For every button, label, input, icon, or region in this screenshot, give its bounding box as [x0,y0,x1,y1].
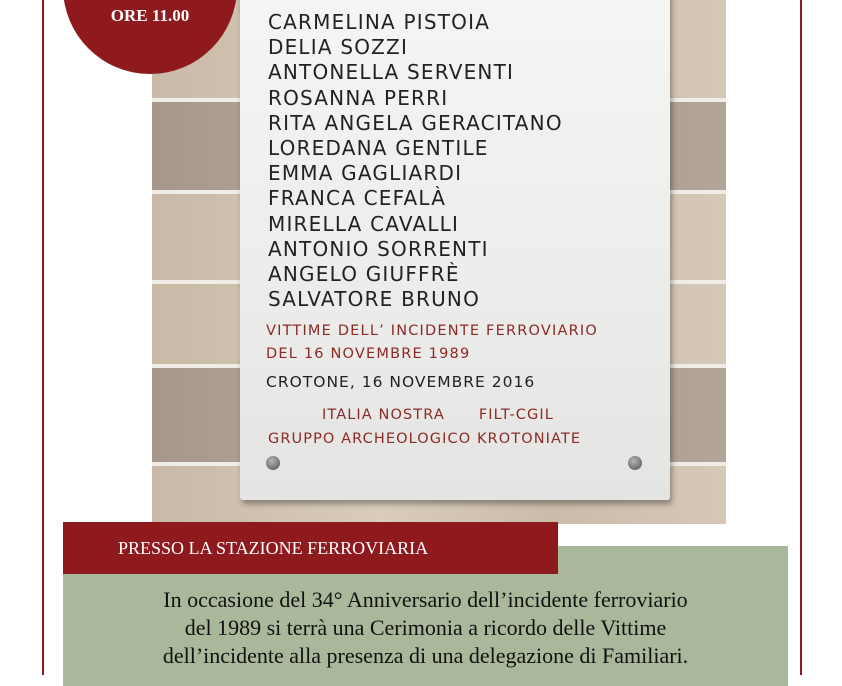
victim-name: ANGELO GIUFFRÈ [268,261,460,286]
description-line: del 1989 si terrà una Cerimonia a ricordo delle Vittime [184,615,667,640]
victim-name: ANTONIO SORRENTI [268,236,489,261]
victims-caption-line2: DEL 16 NOVEMBRE 1989 [266,346,471,362]
sponsor-gruppo-archeologico: GRUPPO ARCHEOLOGICO KROTONIATE [268,431,582,447]
description-line: dell’incidente alla presenza di una delegazione di Familiari. [162,643,689,668]
plaque-screw-right [628,456,642,470]
plaque-sponsors [268,403,648,451]
victim-name: LOREDANA GENTILE [268,135,489,160]
victim-name: SALVATORE BRUNO [268,287,481,312]
victim-name: ROSANNA PERRI [268,85,449,110]
location-banner [63,522,558,574]
description-line: In occasione del 34° Anniversario dell’incidente ferroviario [163,587,688,612]
event-time: ORE 11.00 [110,6,190,25]
victim-name: CARMELINA PISTOIA [268,10,491,34]
plaque-place-date: CROTONE, 16 NOVEMBRE 2016 [266,373,536,391]
victim-name: FRANCA CEFALÀ [268,186,447,211]
victim-name: ANTONELLA SERVENTI [268,60,515,85]
victim-name: EMMA GAGLIARDI [268,161,463,186]
victim-name: DELIA SOZZI [268,35,409,60]
frame-right-line [800,0,802,675]
plaque-screw-left [266,456,280,470]
victim-names-list [268,10,648,312]
frame-left-line [42,0,44,675]
sponsor-filt-cgil: FILT-CGIL [478,407,554,423]
sponsor-italia-nostra: ITALIA NOSTRA [322,407,445,423]
location-text: PRESSO LA STAZIONE FERROVIARIA [118,538,429,558]
victim-name: RITA ANGELA GERACITANO [268,110,563,135]
event-description [63,586,788,670]
victim-name: MIRELLA CAVALLI [268,211,460,236]
victims-caption [266,320,598,366]
victims-caption-line1: VITTIME DELL’ INCIDENTE FERROVIARIO [266,323,598,339]
